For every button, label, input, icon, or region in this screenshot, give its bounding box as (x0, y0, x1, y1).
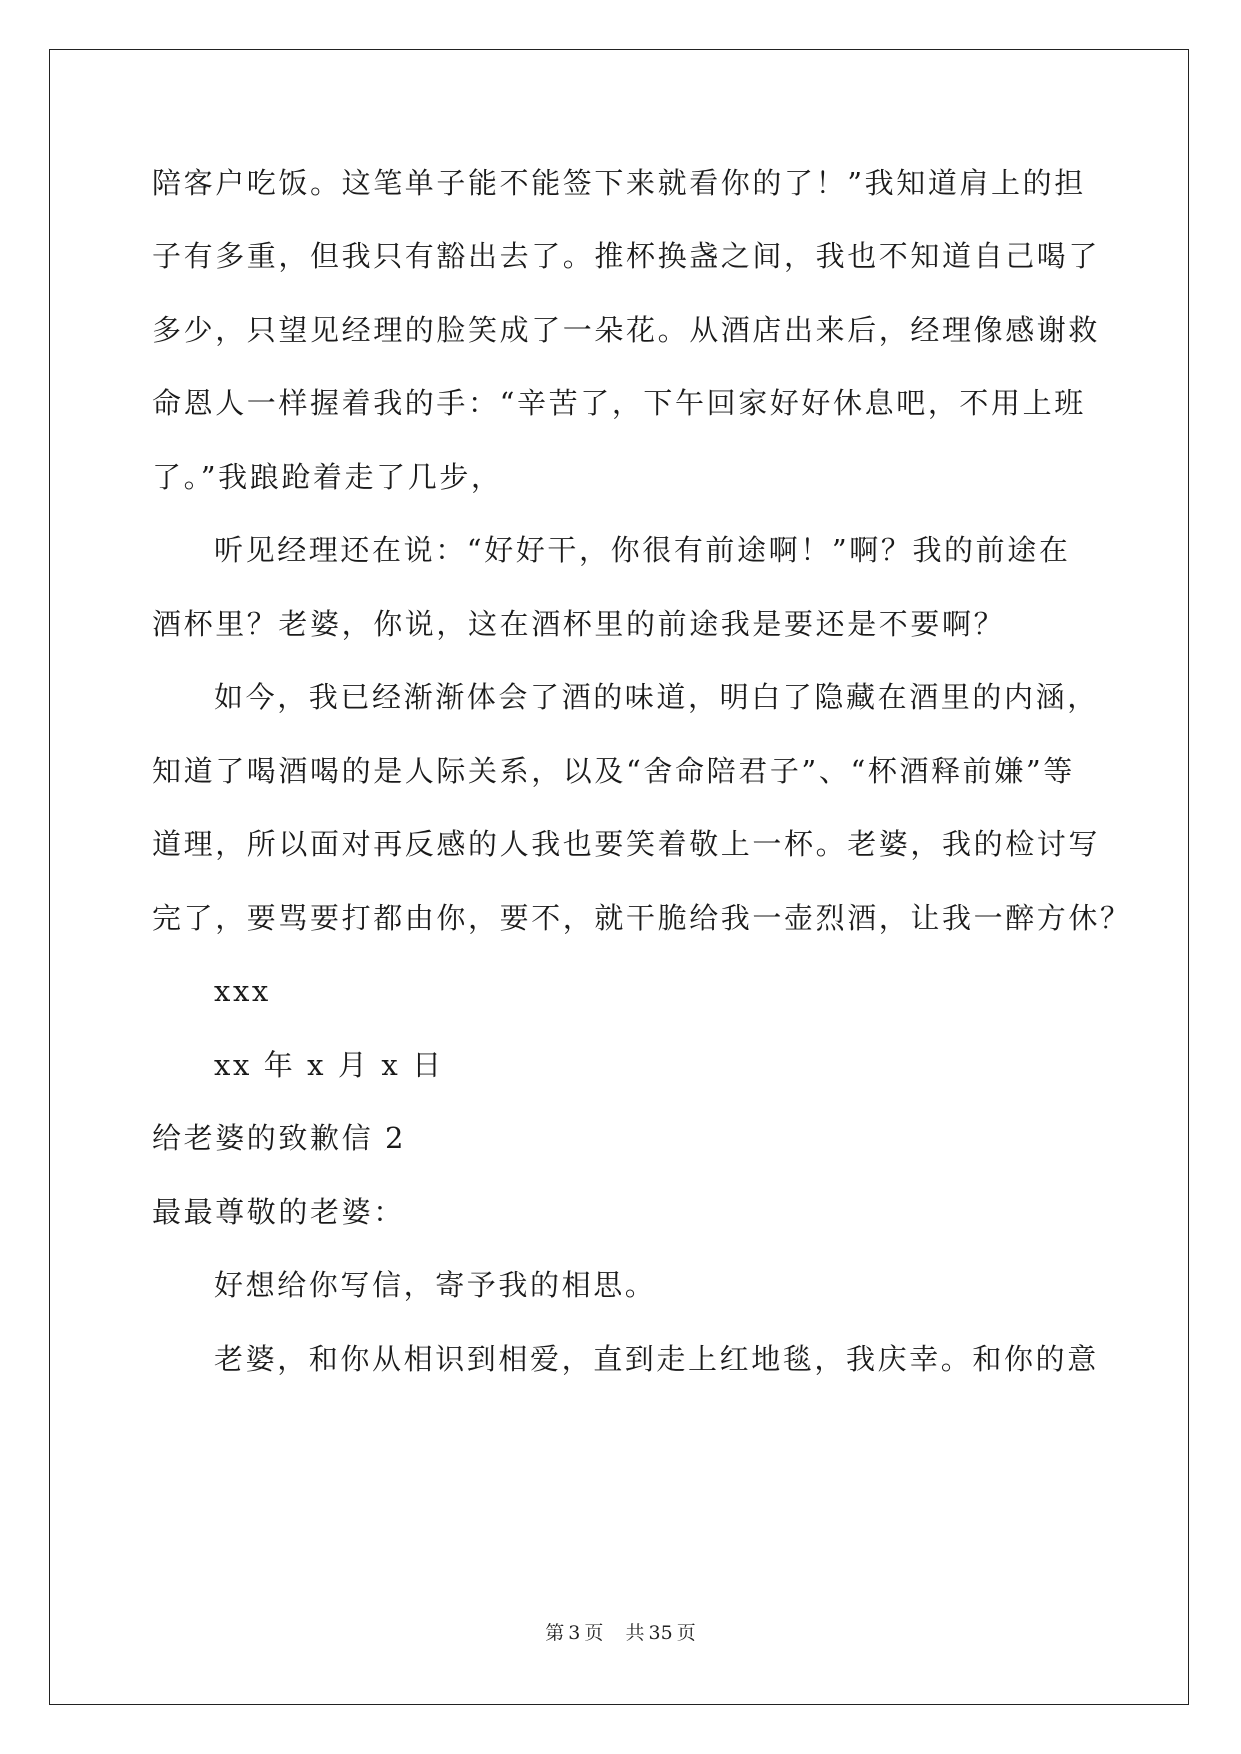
section-title: 给老婆的致歉信 2 (152, 1121, 407, 1155)
paragraph-start-line: 听见经理还在说：“好好干，你很有前途啊！”啊？我的前途在 (214, 533, 1071, 567)
text-line: 完了，要骂要打都由你，要不，就干脆给我一壶烈酒，让我一醉方休？ (152, 901, 1132, 935)
date-line: xx 年 x 月 x 日 (214, 1048, 444, 1082)
text-line: 酒杯里？老婆，你说，这在酒杯里的前途我是要还是不要啊？ (152, 607, 1006, 641)
footer-page-number: 3 (568, 1622, 581, 1644)
text-line: 陪客户吃饭。这笔单子能不能签下来就看你的了！”我知道肩上的担 (152, 166, 1086, 200)
salutation: 最最尊敬的老婆： (152, 1195, 405, 1229)
footer-page-unit: 页 (584, 1622, 604, 1644)
text-line: 命恩人一样握着我的手：“辛苦了，下午回家好好休息吧，不用上班 (152, 386, 1086, 420)
text-line: 多少，只望见经理的脸笑成了一朵花。从酒店出来后，经理像感谢救 (152, 313, 1101, 347)
footer-page-prefix: 第 (545, 1622, 565, 1644)
page-footer (0, 1620, 1241, 1646)
paragraph-start-line: 好想给你写信，寄予我的相思。 (214, 1268, 657, 1302)
footer-total-pages: 35 (648, 1622, 673, 1644)
text-line: 道理，所以面对再反感的人我也要笑着敬上一杯。老婆，我的检讨写 (152, 827, 1101, 861)
paragraph-start-line: 老婆，和你从相识到相爱，直到走上红地毯，我庆幸。和你的意 (214, 1342, 1099, 1376)
signature: xxx (214, 974, 271, 1008)
page-border (49, 49, 1189, 1705)
text-line: 了。”我踉跄着走了几步， (152, 460, 503, 494)
text-line: 子有多重，但我只有豁出去了。推杯换盏之间，我也不知道自己喝了 (152, 239, 1101, 273)
paragraph-start-line: 如今，我已经渐渐体会了酒的味道，明白了隐藏在酒里的内涵， (214, 680, 1099, 714)
text-line: 知道了喝酒喝的是人际关系，以及“舍命陪君子”、“杯酒释前嫌”等 (152, 754, 1075, 788)
footer-total-prefix: 共 (625, 1622, 645, 1644)
footer-total-unit: 页 (676, 1622, 696, 1644)
